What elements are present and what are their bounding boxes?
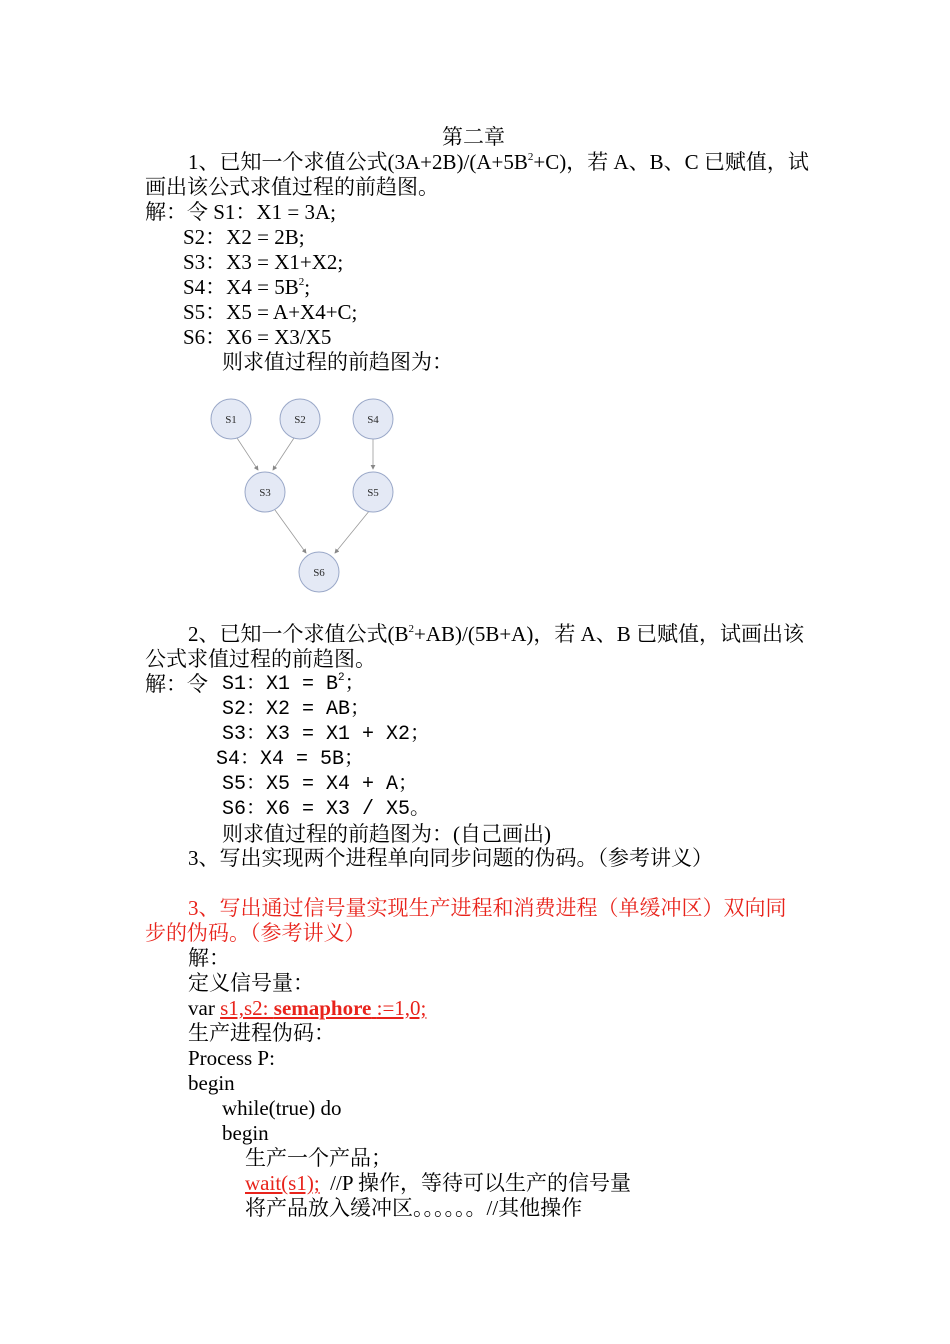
svg-text:S2: S2 (294, 414, 306, 426)
edge-s1-s3 (237, 438, 258, 470)
q1-s3: S3：X3 = X1+X2; (183, 250, 344, 274)
svg-text:S5: S5 (367, 487, 379, 499)
q1-s5: S5：X5 = A+X4+C; (183, 300, 358, 324)
q2-graph-line: 则求值过程的前趋图为：(自己画出) (222, 822, 551, 846)
q1-s4: S4：$X4 = 5B^2$; (183, 275, 311, 299)
q3b-producer: 生产进程伪码： (188, 1021, 335, 1045)
node-s1 (211, 399, 251, 439)
q3b-wait-line: wait(s1); //P 操作，等待可以生产的信号量 (245, 1171, 631, 1195)
q3b-while: while(true) do (222, 1096, 342, 1120)
q2-solution-prefix: 解：令 (145, 672, 208, 696)
edge-s2-s3 (273, 438, 294, 470)
svg-text:S6: S6 (313, 567, 325, 579)
q2-line1: 2、已知一个求值公式$(B^2+AB)/(5B+A)$，若 A、B 已赋值，试画出该 (188, 622, 805, 646)
q1-line2: 画出该公式求值过程的前趋图。 (145, 175, 439, 199)
q3b-put: 将产品放入缓冲区。。。。。。//其他操作 (245, 1196, 583, 1220)
q2-s6: S6：X6 = X3 / X5。 (222, 798, 431, 821)
node-s5 (353, 472, 393, 512)
q3b-begin2: begin (222, 1121, 269, 1145)
q3b-define: 定义信号量： (188, 971, 314, 995)
edge-s5-s6 (335, 510, 370, 553)
q2-s2: S2：X2 = AB； (222, 698, 371, 721)
q3b-line1: 3、写出通过信号量实现生产进程和消费进程（单缓冲区）双向同 (188, 896, 787, 920)
q2-s5: S5：X5 = X4 + A； (222, 773, 419, 796)
q3b-solution: 解： (188, 946, 230, 970)
svg-text:S3: S3 (259, 487, 271, 499)
edge-s3-s6 (275, 510, 306, 553)
q2-s4: S4：X4 = 5B； (216, 748, 365, 771)
q3b-begin1: begin (188, 1071, 235, 1095)
q1-solution-s1: 解：令 S1：X1 = 3A; (145, 200, 336, 224)
chapter-title: 第二章 (442, 125, 505, 149)
q1-graph-intro: 则求值过程的前趋图为： (222, 350, 453, 374)
q3b-line2: 步的伪码。（参考讲义） (145, 921, 366, 945)
q2-line2: 公式求值过程的前趋图。 (145, 647, 376, 671)
q3b-produce: 生产一个产品； (245, 1146, 392, 1170)
node-s2 (280, 399, 320, 439)
q1-line1: 1、已知一个求值公式$(3A+2B)/(A+5B^2+C)$，若 A、B、C 已赋值，试 (188, 150, 809, 174)
q3b-process: Process P: (188, 1046, 275, 1070)
node-s3 (245, 472, 285, 512)
q2-s3: S3：X3 = X1 + X2； (222, 723, 431, 746)
q3a-text: 3、写出实现两个进程单向同步问题的伪码。（参考讲义） (188, 846, 713, 870)
q2-s1: S1：$X1 = B^2$； (222, 672, 365, 696)
svg-text:S4: S4 (367, 414, 379, 426)
node-s6 (299, 552, 339, 592)
precedence-graph (205, 395, 405, 595)
q3b-var-line: var s1,s2: semaphore :=1,0; (188, 996, 427, 1020)
node-s4 (353, 399, 393, 439)
svg-text:S1: S1 (225, 414, 237, 426)
q1-s6: S6：X6 = X3/X5 (183, 325, 332, 349)
q1-s2: S2：X2 = 2B; (183, 225, 305, 249)
